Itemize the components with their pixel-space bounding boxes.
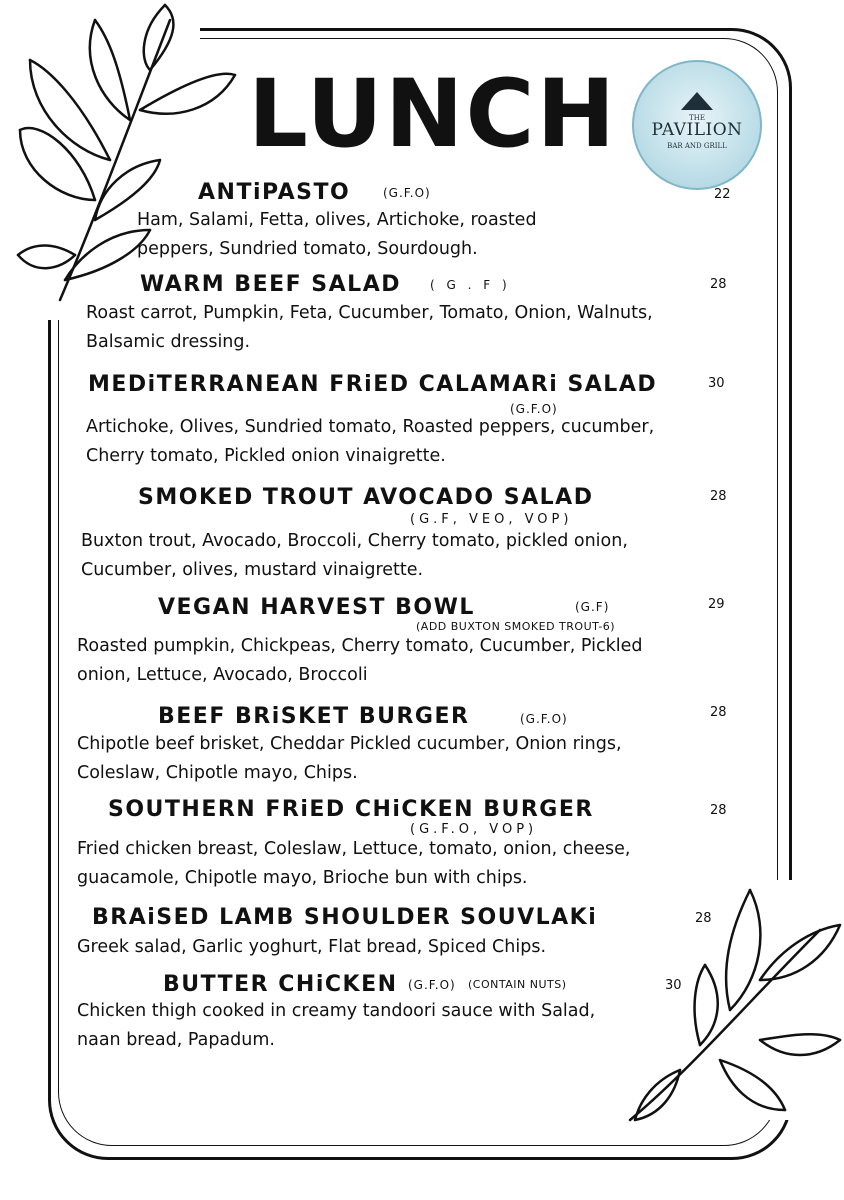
menu-title: LUNCH (248, 60, 618, 169)
item-desc-southern-fried-chicken-burger-1: Fried chicken breast, Coleslaw, Lettuce, tomato, onion, cheese, (77, 839, 631, 859)
item-tag-calamari-salad: (G.F.O) (510, 402, 558, 416)
item-name-southern-fried-chicken-burger: SOUTHERN FRiED CHiCKEN BURGER (108, 797, 594, 822)
item-desc-vegan-harvest-bowl-2: onion, Lettuce, Avocado, Broccoli (77, 665, 368, 685)
item-price-calamari-salad: 30 (708, 376, 725, 391)
item-price-antipasto: 22 (714, 187, 731, 202)
item-desc-calamari-salad-2: Cherry tomato, Pickled onion vinaigrette. (86, 446, 446, 466)
item-tag-smoked-trout-salad: (G.F, VEO, VOP) (410, 512, 573, 527)
item-price-vegan-harvest-bowl: 29 (708, 597, 725, 612)
item-tag-antipasto: (G.F.O) (383, 186, 431, 200)
item-note-butter-chicken: (CONTAIN NUTS) (468, 978, 567, 991)
item-name-antipasto: ANTiPASTO (198, 180, 351, 205)
item-price-lamb-souvlaki: 28 (695, 911, 712, 926)
item-name-warm-beef-salad: WARM BEEF SALAD (140, 272, 401, 297)
item-price-smoked-trout-salad: 28 (710, 489, 727, 504)
logo-subtitle: BAR AND GRILL (667, 142, 727, 150)
item-price-butter-chicken: 30 (665, 978, 682, 993)
item-name-lamb-souvlaki: BRAiSED LAMB SHOULDER SOUVLAKi (92, 905, 598, 930)
item-tag-warm-beef-salad: ( G . F ) (430, 278, 511, 292)
item-desc-calamari-salad-1: Artichoke, Olives, Sundried tomato, Roasted peppers, cucumber, (86, 417, 655, 437)
item-price-warm-beef-salad: 28 (710, 277, 727, 292)
item-price-beef-brisket-burger: 28 (710, 705, 727, 720)
item-desc-vegan-harvest-bowl-1: Roasted pumpkin, Chickpeas, Cherry tomato, Cucumber, Pickled (77, 636, 643, 656)
item-desc-butter-chicken-2: naan bread, Papadum. (77, 1030, 275, 1050)
item-tag-southern-fried-chicken-burger: (G.F.O, VOP) (410, 822, 538, 837)
item-desc-antipasto-1: Ham, Salami, Fetta, olives, Artichoke, roasted (137, 210, 537, 230)
item-name-butter-chicken: BUTTER CHiCKEN (163, 972, 398, 997)
item-price-southern-fried-chicken-burger: 28 (710, 803, 727, 818)
pavilion-logo (632, 60, 762, 190)
item-desc-butter-chicken-1: Chicken thigh cooked in creamy tandoori sauce with Salad, (77, 1001, 596, 1021)
item-name-vegan-harvest-bowl: VEGAN HARVEST BOWL (158, 595, 475, 620)
item-note-vegan-harvest-bowl: (ADD BUXTON SMOKED TROUT-6) (416, 620, 616, 633)
item-desc-smoked-trout-salad-1: Buxton trout, Avocado, Broccoli, Cherry tomato, pickled onion, (81, 531, 628, 551)
item-tag-beef-brisket-burger: (G.F.O) (520, 712, 568, 726)
logo-the: THE (689, 114, 705, 122)
item-desc-warm-beef-salad-2: Balsamic dressing. (86, 332, 251, 352)
item-desc-smoked-trout-salad-2: Cucumber, olives, mustard vinaigrette. (81, 560, 424, 580)
item-name-calamari-salad: MEDiTERRANEAN FRiED CALAMARi SALAD (88, 372, 658, 397)
item-desc-antipasto-2: peppers, Sundried tomato, Sourdough. (137, 239, 478, 259)
item-name-beef-brisket-burger: BEEF BRiSKET BURGER (158, 704, 470, 729)
logo-name: PAVILION (651, 120, 743, 140)
item-tag-butter-chicken: (G.F.O) (408, 978, 456, 992)
item-desc-southern-fried-chicken-burger-2: guacamole, Chipotle mayo, Brioche bun with chips. (77, 868, 528, 888)
item-desc-warm-beef-salad-1: Roast carrot, Pumpkin, Feta, Cucumber, Tomato, Onion, Walnuts, (86, 303, 653, 323)
item-desc-lamb-souvlaki-1: Greek salad, Garlic yoghurt, Flat bread, Spiced Chips. (77, 937, 547, 957)
leaf-branch-bottom-right-icon (600, 870, 844, 1130)
item-name-smoked-trout-salad: SMOKED TROUT AVOCADO SALAD (138, 485, 594, 510)
mountain-icon (681, 92, 713, 110)
item-desc-beef-brisket-burger-2: Coleslaw, Chipotle mayo, Chips. (77, 763, 358, 783)
item-tag-vegan-harvest-bowl: (G.F) (575, 600, 610, 614)
item-desc-beef-brisket-burger-1: Chipotle beef brisket, Cheddar Pickled cucumber, Onion rings, (77, 734, 622, 754)
